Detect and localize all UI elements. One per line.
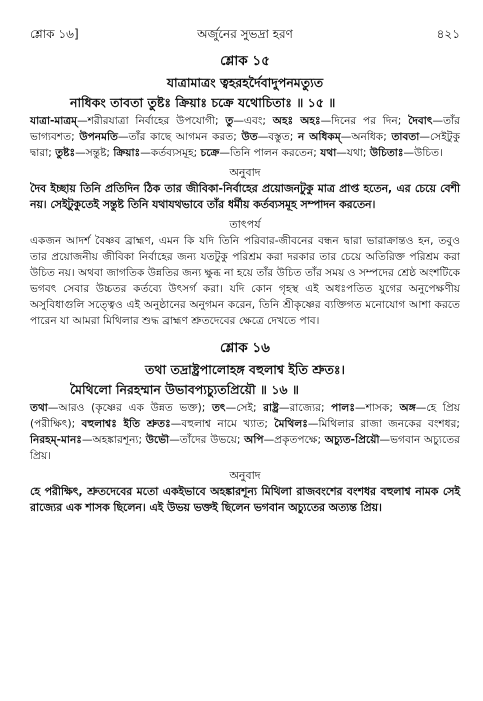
synonym-meaning: —বস্তুত;	[257, 131, 298, 143]
synonym-word: ন অধিকম্	[297, 131, 341, 143]
verse-15-purport-label: তাৎপর্য	[229, 218, 261, 231]
synonym-meaning: —প্রকৃতপক্ষে;	[263, 434, 325, 446]
synonym-word: চক্রে	[200, 147, 220, 159]
synonym-meaning: —উচিত।	[403, 147, 443, 159]
verse-15-translation: দৈব ইচ্ছায় তিনি প্রতিদিন ঠিক তার জীবিকা-নির্বাহের প্রয়োজনটুকু মাত্র প্রাপ্ত হতেন, এর চেয়ে বেশী নয়। সেইটুকুতেই সন্তুষ্ট তিনি যথাযথভাবে তাঁর ধর্মীয় কর্তব্যসমূহ সম্পাদন করতেন।	[30, 182, 460, 211]
verse-16-translation-label: অনুবাদ	[229, 469, 261, 482]
verse-16-synonyms	[30, 400, 460, 464]
synonym-word: মৈথিলঃ	[274, 418, 308, 430]
synonym-word: যথা	[320, 147, 337, 159]
verse-16-translation: হে পরীক্ষিৎ, শ্রুতদেবের মতো একইভাবে অহঙ্কারশূন্য মিথিলা রাজবংশের বংশধর বহুলাশ্ব নামক সেই রাজ্যের এক শাসক ছিলেন। এই উভয় ভক্তই ছিলেন ভগবান অচ্যুতের অত্যন্ত প্রিয়।	[30, 485, 460, 514]
synonym-meaning: —শরীরযাত্রা নির্বাহের উপযোগী;	[77, 115, 226, 127]
synonym-meaning: —হে প্রিয় (পরীক্ষিৎ);	[30, 402, 460, 430]
synonym-meaning: —এবং;	[233, 115, 273, 127]
synonym-word: উচিতাঃ	[369, 147, 404, 159]
synonym-word: তাবতা	[391, 131, 420, 143]
synonym-word: উপনমতি	[79, 131, 118, 143]
synonym-word: তথা	[30, 402, 48, 414]
header-verse-ref: শ্লোক ১৬]	[30, 27, 79, 41]
synonym-word: অহঃ অহঃ	[272, 115, 321, 127]
verse-16-heading: শ্লোক ১৬	[220, 340, 270, 356]
verse-15-translation-label: অনুবাদ	[229, 166, 261, 179]
synonym-word: অচ্যুত-প্রিয়ৌ	[324, 434, 380, 446]
verse-15-sanskrit-line-1: যাত্রামাত্রং ত্বহরহর্দৈবাদুপনমত্যুত	[166, 75, 324, 90]
synonym-meaning: —তাঁদের উভয়ে;	[169, 434, 245, 446]
synonym-meaning: —শাসক;	[354, 402, 400, 414]
page	[30, 26, 460, 516]
synonym-word: অপি	[244, 434, 264, 446]
synonym-meaning: —মিথিলার রাজা জনকের বংশধর;	[307, 418, 460, 430]
verse-15-sanskrit-line-2: নাধিকং তাবতা তুষ্টঃ ক্রিয়াঃ চক্রে যথোচিতাঃ ॥ ১৫ ॥	[70, 95, 336, 110]
synonym-meaning: —বহুলাশ্ব নামে খ্যাত;	[170, 418, 275, 430]
synonym-word: বহুলাশ্বঃ ইতি শ্রুতঃ	[81, 418, 171, 430]
synonym-word: যাত্রা-মাত্রম্	[30, 115, 78, 127]
synonym-meaning: —রাজ্যের;	[278, 402, 332, 414]
synonym-word: রাষ্ট্র	[263, 402, 279, 414]
synonym-word: উভৌ	[145, 434, 170, 446]
verse-16-sanskrit-line-2: মৈথিলো নিরহম্মান উভাবপ্যচ্যুতপ্রিয়ৌ ॥ ১৬ ॥	[70, 382, 299, 397]
synonym-meaning: —অহঙ্কারশূন্য;	[81, 434, 146, 446]
synonym-meaning: —তাঁর ভাগ্যবশত;	[30, 115, 460, 143]
synonym-meaning: —সন্তুষ্ট;	[75, 147, 114, 159]
synonym-word: তুষ্টঃ	[55, 147, 76, 159]
verse-16-sanskrit-line-1: তথা তদ্রাষ্ট্রপালোহঙ্গ বহুলাশ্ব ইতি শ্রুতঃ।	[145, 362, 345, 377]
synonym-word: উত	[241, 131, 258, 143]
synonym-meaning: —ভগবান অচ্যুতের প্রিয়।	[30, 434, 460, 462]
synonym-meaning: —সেই;	[225, 402, 264, 414]
synonym-word: ক্রিয়াঃ	[113, 147, 141, 159]
synonym-meaning: —আরও (কৃষ্ণের এক উন্নত ভক্ত);	[47, 402, 212, 414]
synonym-word: তৎ	[211, 402, 226, 414]
synonym-word: তু	[225, 115, 234, 127]
synonym-meaning: —অনধিক;	[340, 131, 392, 143]
synonym-meaning: —তিনি পালন করতেন;	[219, 147, 321, 159]
synonym-meaning: —কর্তব্যসমূহ;	[140, 147, 201, 159]
synonym-word: নিরহম্-মানঃ	[30, 434, 82, 446]
page-number: ৪২১	[436, 27, 460, 41]
synonym-word: পালঃ	[331, 402, 355, 414]
verse-15-purport: একজন আদর্শ বৈষ্ণব ব্রাহ্মণ, এমন কি যদি তিনি পরিবার-জীবনের বন্ধন দ্বারা ভারাক্রান্তও হন, তবুও তার প্রয়োজনীয় জীবিকা নির্বাহের জন্য যতটুকু পরিশ্রম করা দরকার তার চেয়ে অতিরিক্ত পরিশ্রম করা উচিত নয়। অথবা জাগতিক উন্নতির জন্য ক্ষুব্ধ না হয়ে তাঁর উচিত তাঁর সময় ও সম্পদের শ্রেষ্ঠ অংশটিকে ভগবৎ সেবার উচ্চতর কর্তব্যে উৎসর্গ করা। যদি কোন গৃহস্থ এই অধঃপতিত যুগের অনুপেক্ষণীয় অসুবিধাগুলি সত্ত্বেও এই অনুষ্ঠানের অনুগমন করেন, তিনি শ্রীকৃষ্ণের ব্যক্তিগত মনোযোগ আশা করতে পারেন যা আমরা মিথিলার শুদ্ধ ব্রাহ্মণ শ্রুতদেবের ক্ষেত্রে দেখতে পাব।	[30, 235, 460, 327]
synonym-meaning: —সেইটুকু দ্বারা;	[30, 131, 460, 159]
running-header	[30, 26, 460, 48]
header-chapter-title: অর্জুনের সুভদ্রা হরণ	[197, 27, 293, 41]
synonym-meaning: —তাঁর কাছে আগমন করত;	[117, 131, 242, 143]
synonym-meaning: —যথা;	[336, 147, 370, 159]
verse-15-heading: শ্লোক ১৫	[220, 53, 270, 69]
verse-15-synonyms	[30, 113, 460, 161]
synonym-word: অঙ্গ	[399, 402, 416, 414]
synonym-meaning: —দিনের পর দিন;	[320, 115, 409, 127]
synonym-word: দৈবাৎ	[408, 115, 433, 127]
